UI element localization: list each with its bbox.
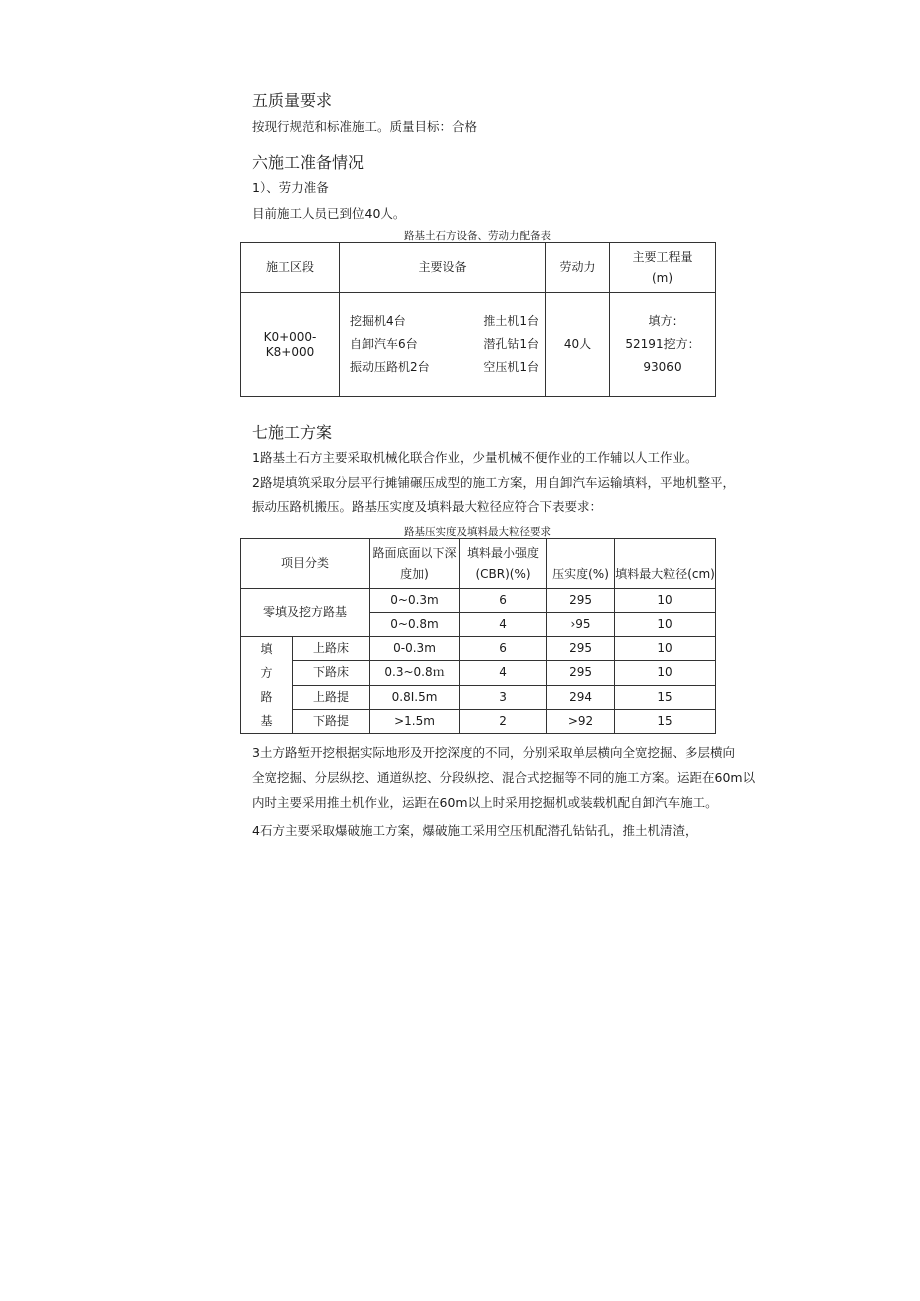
header-category: 项目分类: [241, 539, 370, 589]
size-cell: 15: [615, 685, 716, 709]
compaction-cell: 295: [547, 661, 615, 685]
plan-paragraph-2-line-1: 2路堤填筑采取分层平行摊铺碾压成型的施工方案，用自卸汽车运输填料，平地机整平，: [252, 475, 735, 490]
depth-cell: 0~0.3m: [370, 589, 460, 613]
depth-cell: >1.5m: [370, 709, 460, 733]
group-fill-char: 方: [260, 665, 273, 680]
group-zero-fill-label: 零填及挖方路基: [241, 589, 370, 637]
group-fill-char: 基: [260, 713, 273, 728]
header-cbr-line1: 填料最小强度: [467, 545, 540, 560]
table1-caption: 路基土石方设备、劳动力配备表: [404, 230, 551, 242]
size-cell: 10: [615, 637, 716, 661]
header-max-size: 填料最大粒径(cm): [615, 539, 716, 589]
compaction-table: [240, 538, 716, 734]
quality-title: 五质量要求: [252, 91, 333, 110]
cbr-cell: 3: [460, 685, 547, 709]
cbr-cell: 2: [460, 709, 547, 733]
compaction-cell: ›95: [547, 613, 615, 637]
group-fill-char: 路: [260, 689, 273, 704]
table2-caption: 路基压实度及填料最大粒径要求: [404, 526, 551, 538]
compaction-cell: 295: [547, 637, 615, 661]
header-quantity: [610, 243, 716, 293]
sub-category-cell: 下路提: [293, 709, 370, 733]
quantity-line: 93060: [643, 360, 682, 374]
table-row: [241, 685, 716, 709]
plan-paragraph-3-line-1: 3土方路堑开挖根据实际地形及开挖深度的不同，分别采取单层横向全宽挖掘、多层横向: [252, 745, 735, 760]
depth-cell: 0.3~0.8ｍ: [370, 661, 460, 685]
cbr-cell: 6: [460, 637, 547, 661]
equipment-table: [240, 242, 716, 397]
sub-category-cell: 上路提: [293, 685, 370, 709]
sub-category-cell: 上路床: [293, 637, 370, 661]
compaction-cell: 294: [547, 685, 615, 709]
equipment-item: 挖掘机4台: [350, 314, 406, 328]
header-equipment: 主要设备: [340, 243, 546, 293]
plan-title: 七施工方案: [252, 423, 333, 442]
table-row: [241, 589, 716, 613]
header-cbr-line2: (CBR)(%): [475, 566, 531, 581]
depth-cell: 0.8Ⅰ.5m: [370, 685, 460, 709]
plan-paragraph-3-line-3: 内时主要采用推土机作业，运距在60m以上时采用挖掘机或装载机配自卸汽车施工。: [252, 795, 718, 810]
quantity-line: 填方:: [648, 314, 677, 328]
table2-header-row: [241, 539, 716, 589]
plan-paragraph-1: 1路基土石方主要采取机械化联合作业，少量机械不便作业的工作辅以人工作业。: [252, 450, 698, 465]
quantity-line: 52191挖方：: [625, 337, 700, 351]
table1-header-row: [241, 243, 716, 293]
depth-cell: 0-0.3m: [370, 637, 460, 661]
labor-cell: 40人: [546, 293, 610, 397]
header-quantity-unit: (m): [651, 270, 674, 285]
compaction-cell: 295: [547, 589, 615, 613]
equipment-cell: [340, 293, 546, 397]
plan-paragraph-2-line-2: 振动压路机搬压。路基压实度及填料最大粒径应符合下表要求：: [252, 499, 603, 514]
plan-paragraph-4: 4石方主要采取爆破施工方案，爆破施工采用空压机配潜孔钻钻孔，推土机清渣，: [252, 823, 698, 838]
depth-cell: 0~0.8m: [370, 613, 460, 637]
plan-paragraph-3-line-2: 全宽挖掘、分层纵挖、通道纵挖、分段纵挖、混合式挖掘等不同的施工方案。运距在60m以: [252, 770, 756, 785]
prep-title: 六施工准备情况: [252, 153, 365, 172]
compaction-cell: >92: [547, 709, 615, 733]
header-depth: [370, 539, 460, 589]
header-quantity-label: 主要工程量: [632, 249, 693, 264]
equipment-item: 推土机1台: [483, 314, 539, 328]
cbr-cell: 4: [460, 661, 547, 685]
equipment-item: 潜孔钻1台: [483, 337, 539, 351]
header-section: 施工区段: [241, 243, 340, 293]
table-row: [241, 709, 716, 733]
quantity-cell: [610, 293, 716, 397]
sub-category-cell: 下路床: [293, 661, 370, 685]
cbr-cell: 4: [460, 613, 547, 637]
size-cell: 10: [615, 661, 716, 685]
cbr-cell: 6: [460, 589, 547, 613]
equipment-item: 自卸汽车6台: [350, 337, 418, 351]
header-cbr: [460, 539, 547, 589]
group-fill-label: [241, 637, 293, 734]
table1-data-row: [241, 293, 716, 397]
equipment-item: 空压机1台: [483, 360, 539, 374]
equipment-item: 振动压路机2台: [350, 360, 430, 374]
table-row: [241, 661, 716, 685]
header-depth-line2: 度加): [400, 566, 429, 581]
labor-text: 目前施工人员已到位40人。: [252, 206, 406, 221]
header-depth-line1: 路面底面以下深: [372, 545, 457, 560]
labor-subtitle: 1）、劳力准备: [252, 180, 329, 195]
size-cell: 10: [615, 589, 716, 613]
size-cell: 10: [615, 613, 716, 637]
header-compaction: 压实度(%): [547, 539, 615, 589]
section-cell: K0+000-K8+000: [241, 293, 340, 397]
table-row: [241, 637, 716, 661]
size-cell: 15: [615, 709, 716, 733]
quality-text: 按现行规范和标准施工。质量目标：合格: [252, 119, 478, 134]
header-labor: 劳动力: [546, 243, 610, 293]
group-fill-char: 填: [260, 641, 273, 656]
